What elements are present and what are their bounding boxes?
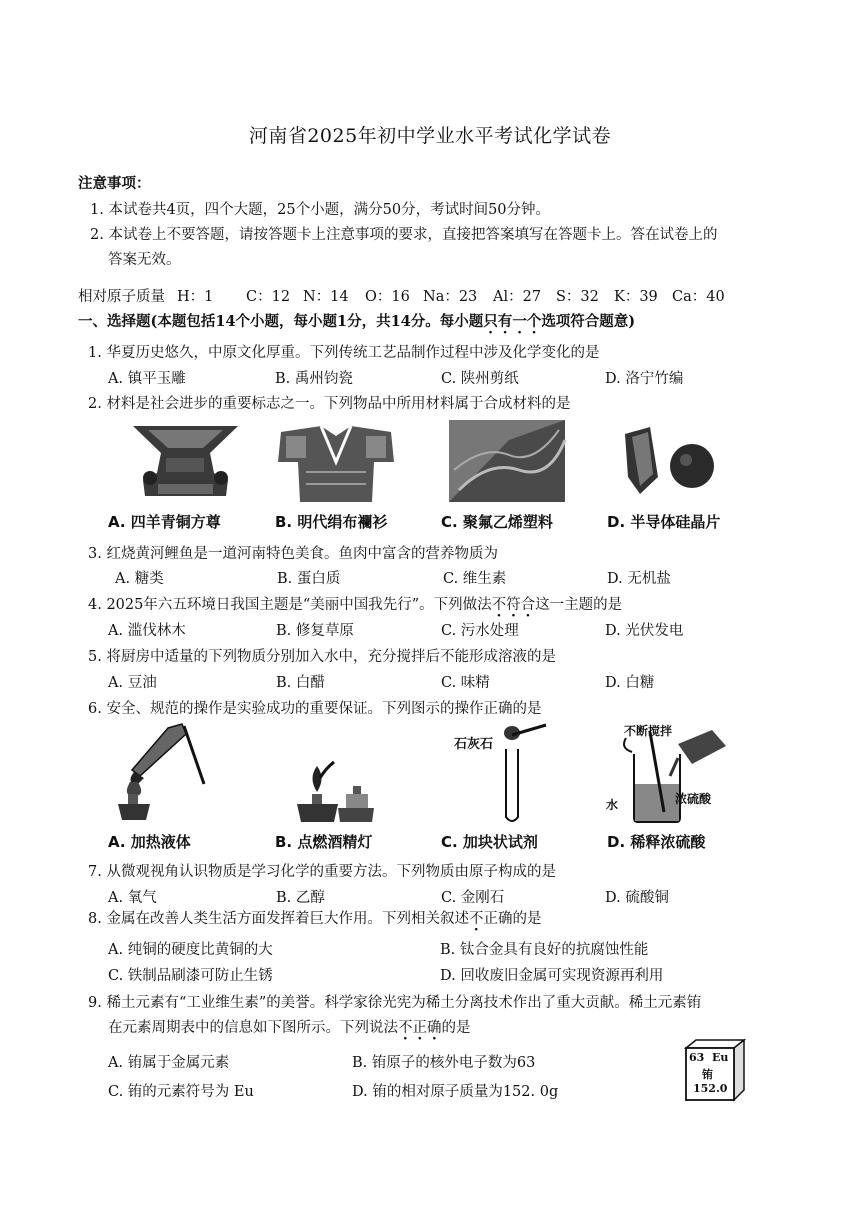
- tile-element-name: 铕: [702, 1068, 713, 1081]
- bronze-zun-image: [128, 418, 243, 503]
- q1-option-d[interactable]: D. 洛宁竹编: [605, 371, 684, 387]
- adding-solid-image: [498, 723, 558, 825]
- tile-atomic-number: 63: [689, 1051, 705, 1064]
- atomic-mass-label: 相对原子质量: [78, 289, 165, 305]
- label-concentrated-acid: 浓硫酸: [675, 792, 712, 806]
- q1-option-c[interactable]: C. 陕州剪纸: [441, 371, 519, 387]
- q8-stem: 8. 金属在改善人类生活方面发挥着巨大作用。下列相关叙述不正确的是: [88, 911, 542, 927]
- q2-stem: 2. 材料是社会进步的重要标志之一。下列物品中所用材料属于合成材料的是: [88, 396, 571, 412]
- notice-item-1: 1. 本试卷共4页，四个大题，25个小题，满分50分，考试时间50分钟。: [90, 202, 551, 218]
- q7-stem: 7. 从微观视角认识物质是学习化学的重要方法。下列物质由原子构成的是: [88, 864, 556, 880]
- q9-option-d[interactable]: D. 铕的相对原子质量为152. 0g: [352, 1084, 559, 1100]
- q7-option-b[interactable]: B. 乙醇: [276, 890, 325, 906]
- q5-stem: 5. 将厨房中适量的下列物质分别加入水中，充分搅拌后不能形成溶液的是: [88, 649, 556, 665]
- q5-option-a[interactable]: A. 豆油: [108, 675, 157, 691]
- q8-option-a[interactable]: A. 纯铜的硬度比黄铜的大: [108, 942, 273, 958]
- atomic-mass-o: O：16: [365, 289, 410, 305]
- q4-option-d[interactable]: D. 光伏发电: [605, 623, 684, 639]
- atomic-mass-s: S：32: [556, 289, 599, 305]
- q1-stem: 1. 华夏历史悠久，中原文化厚重。下列传统工艺品制作过程中涉及化学变化的是: [88, 345, 600, 361]
- q6-option-d[interactable]: D. 稀释浓硫酸: [607, 833, 706, 851]
- q3-option-c[interactable]: C. 维生素: [443, 571, 507, 587]
- atomic-mass-al: Al：27: [493, 289, 542, 305]
- label-water: 水: [606, 798, 619, 812]
- label-stir: 不断搅拌: [624, 724, 673, 738]
- q3-option-d[interactable]: D. 无机盐: [607, 571, 671, 587]
- q3-option-a[interactable]: A. 糖类: [115, 571, 164, 587]
- tile-symbol: Eu: [712, 1051, 729, 1064]
- label-limestone: 石灰石: [454, 737, 494, 752]
- q4-stem: 4. 2025年六五环境日我国主题是“美丽中国我先行”。下列做法不符合这一主题的是: [88, 597, 623, 613]
- q2-option-d[interactable]: D. 半导体硅晶片: [607, 513, 721, 531]
- notice-item-2b: 答案无效。: [108, 252, 181, 268]
- silicon-wafer-image: [620, 422, 715, 502]
- atomic-mass-c: C：12: [246, 289, 291, 305]
- q1-option-a[interactable]: A. 镇平玉雕: [108, 371, 186, 387]
- q9-option-a[interactable]: A. 铕属于金属元素: [108, 1055, 230, 1071]
- q5-option-d[interactable]: D. 白糖: [605, 675, 655, 691]
- q4-option-a[interactable]: A. 滥伐林木: [108, 623, 186, 639]
- heating-liquid-image: [116, 724, 216, 824]
- q6-stem: 6. 安全、规范的操作是实验成功的重要保证。下列图示的操作正确的是: [88, 701, 542, 717]
- q5-option-c[interactable]: C. 味精: [441, 675, 490, 691]
- q9-stem-line-1: 9. 稀土元素有“工业维生素”的美誉。科学家徐光宪为稀土分离技术作出了重大贡献。稀土元素铕: [88, 995, 702, 1011]
- notice-heading: 注意事项：: [78, 175, 151, 192]
- q7-option-d[interactable]: D. 硫酸铜: [605, 890, 669, 906]
- q7-option-c[interactable]: C. 金刚石: [441, 890, 505, 906]
- q9-option-b[interactable]: B. 铕原子的核外电子数为63: [352, 1055, 536, 1071]
- q2-option-c[interactable]: C. 聚氟乙烯塑料: [441, 513, 553, 531]
- section-1-heading: 一、选择题(本题包括14个小题，每小题1分，共14分。每小题只有一个选项符合题意): [78, 313, 636, 330]
- lighting-lamp-image: [296, 738, 376, 824]
- q9-option-c[interactable]: C. 铕的元素符号为 Eu: [108, 1084, 254, 1100]
- atomic-mass-ca: Ca：40: [672, 289, 725, 305]
- q8-option-b[interactable]: B. 钛合金具有良好的抗腐蚀性能: [440, 942, 649, 958]
- q4-option-b[interactable]: B. 修复草原: [276, 623, 354, 639]
- q6-option-c[interactable]: C. 加块状试剂: [441, 833, 538, 851]
- q2-option-b[interactable]: B. 明代绢布襴衫: [275, 513, 388, 531]
- atomic-mass-n: N：14: [303, 289, 349, 305]
- q6-option-a[interactable]: A. 加热液体: [108, 833, 191, 851]
- q1-option-b[interactable]: B. 禹州钧瓷: [275, 371, 353, 387]
- q4-option-c[interactable]: C. 污水处理: [441, 623, 519, 639]
- tile-atomic-mass: 152.0: [693, 1082, 728, 1095]
- q6-option-b[interactable]: B. 点燃酒精灯: [275, 833, 373, 851]
- q8-option-c[interactable]: C. 铁制品刷漆可防止生锈: [108, 968, 273, 984]
- page-title: 河南省2025年初中学业水平考试化学试卷: [248, 125, 612, 147]
- atomic-mass-na: Na：23: [423, 289, 478, 305]
- q2-option-a[interactable]: A. 四羊青铜方尊: [108, 513, 221, 531]
- q8-option-d[interactable]: D. 回收废旧金属可实现资源再利用: [440, 968, 664, 984]
- atomic-mass-k: K：39: [614, 289, 658, 305]
- q9-stem-line-2: 在元素周期表中的信息如下图所示。下列说法不正确的是: [108, 1020, 471, 1036]
- plastic-film-image: [449, 420, 569, 504]
- silk-robe-image: [276, 422, 396, 504]
- q3-stem: 3. 红烧黄河鲤鱼是一道河南特色美食。鱼肉中富含的营养物质为: [88, 546, 498, 562]
- q5-option-b[interactable]: B. 白醋: [276, 675, 325, 691]
- notice-item-2a: 2. 本试卷上不要答题，请按答题卡上注意事项的要求，直接把答案填写在答题卡上。答在试卷上的: [90, 227, 718, 243]
- atomic-mass-h: H：1: [177, 289, 214, 305]
- q3-option-b[interactable]: B. 蛋白质: [277, 571, 341, 587]
- q7-option-a[interactable]: A. 氧气: [108, 890, 157, 906]
